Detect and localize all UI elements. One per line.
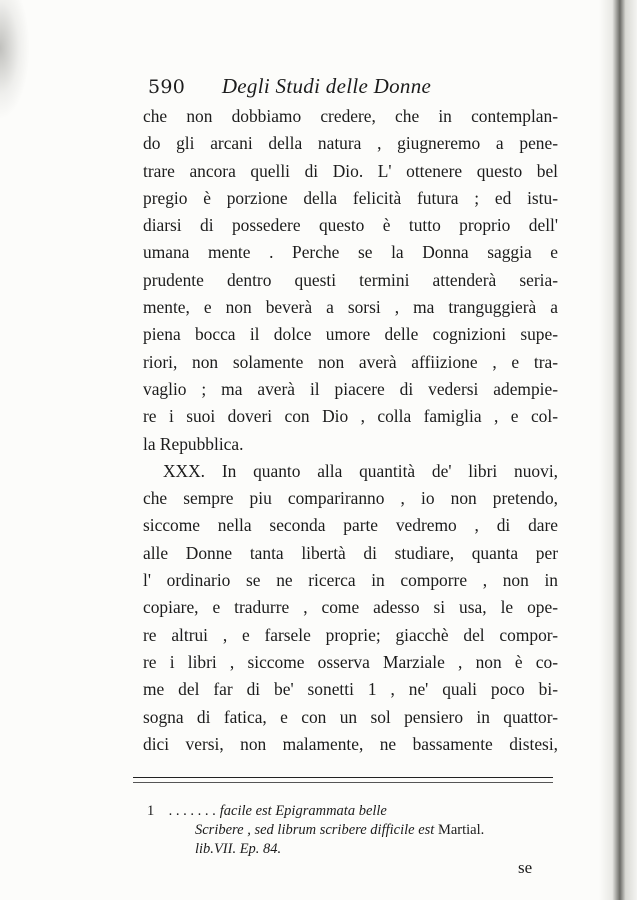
text-line: l' ordinario se ne ricerca in comporre , non in [143, 570, 558, 591]
text-line: la Repubblica. [143, 433, 244, 454]
text-line: copiare, e tradurre , come adesso si usa, le ope- [143, 597, 558, 618]
text-line: pregio è porzione della felicità futura ; ed istu- [143, 187, 558, 208]
text-line: umana mente . Perche se la Donna saggia e [143, 242, 558, 263]
text-line: riori, non solamente non averà affiizione , e tra- [143, 351, 558, 372]
text-line: me del far di be' sonetti 1 , ne' quali poco bi- [143, 679, 558, 700]
text-line: do gli arcani della natura , giugneremo a pene- [143, 133, 558, 154]
footnote-text: . . . . . . . facile est Epigrammata belle [169, 803, 387, 819]
footnote-citation: Martial. [437, 822, 485, 838]
footnote-marker: 1 [147, 803, 155, 819]
text-line: alle Donne tanta libertà di studiare, quanta per [143, 542, 558, 563]
body-text [143, 103, 558, 758]
text-line: dici versi, non malamente, ne bassamente distesi, [143, 733, 558, 754]
page-number: 590 [148, 76, 186, 98]
text-line: vaglio ; ma averà il piacere di vedersi adempie- [143, 378, 558, 399]
text-line: diarsi di possedere questo è tutto proprio dell' [143, 215, 558, 236]
running-title: Degli Studi delle Donne [221, 74, 432, 98]
text-line: che non dobbiamo credere, che in contemplan- [143, 106, 558, 126]
section-heading-line: XXX. In quanto alla quantità de' libri nuovi, [163, 460, 558, 481]
page-binding-edge [599, 0, 637, 900]
footnote-citation: lib. [195, 841, 214, 857]
text-line: piena bocca il dolce umore delle cognizioni supe- [143, 324, 558, 345]
footnote-rule [133, 777, 553, 778]
text-line: mente, e non beverà a sorsi , ma tranguggierà a [143, 297, 558, 318]
text-line: re i libri , siccome osserva Marziale , non è co- [143, 651, 558, 672]
running-header [148, 74, 431, 99]
text-line: prudente dentro questi termini attenderà seria- [143, 269, 558, 290]
page-corner-smudge [0, 0, 30, 120]
text-line: re i suoi doveri con Dio , colla famiglia , e col- [143, 406, 558, 427]
text-line: che sempre piu compariranno , io non pretendo, [143, 488, 558, 509]
text-line: sogna di fatica, e con un sol pensiero in quattor- [143, 706, 558, 727]
footnote [147, 802, 567, 859]
catchword: se [518, 858, 533, 877]
footnote-text: Scribere , sed librum scribere difficile est [195, 822, 435, 838]
text-line: trare ancora quelli di Dio. L' ottenere questo bel [143, 160, 558, 181]
footnote-citation: VII. Ep. 84. [213, 841, 282, 857]
text-line: siccome nella seconda parte vedremo , di dare [143, 515, 558, 536]
text-line: re altrui , e farsele proprie; giacchè del compor- [143, 624, 558, 645]
footnote-rule-thin [133, 782, 553, 783]
